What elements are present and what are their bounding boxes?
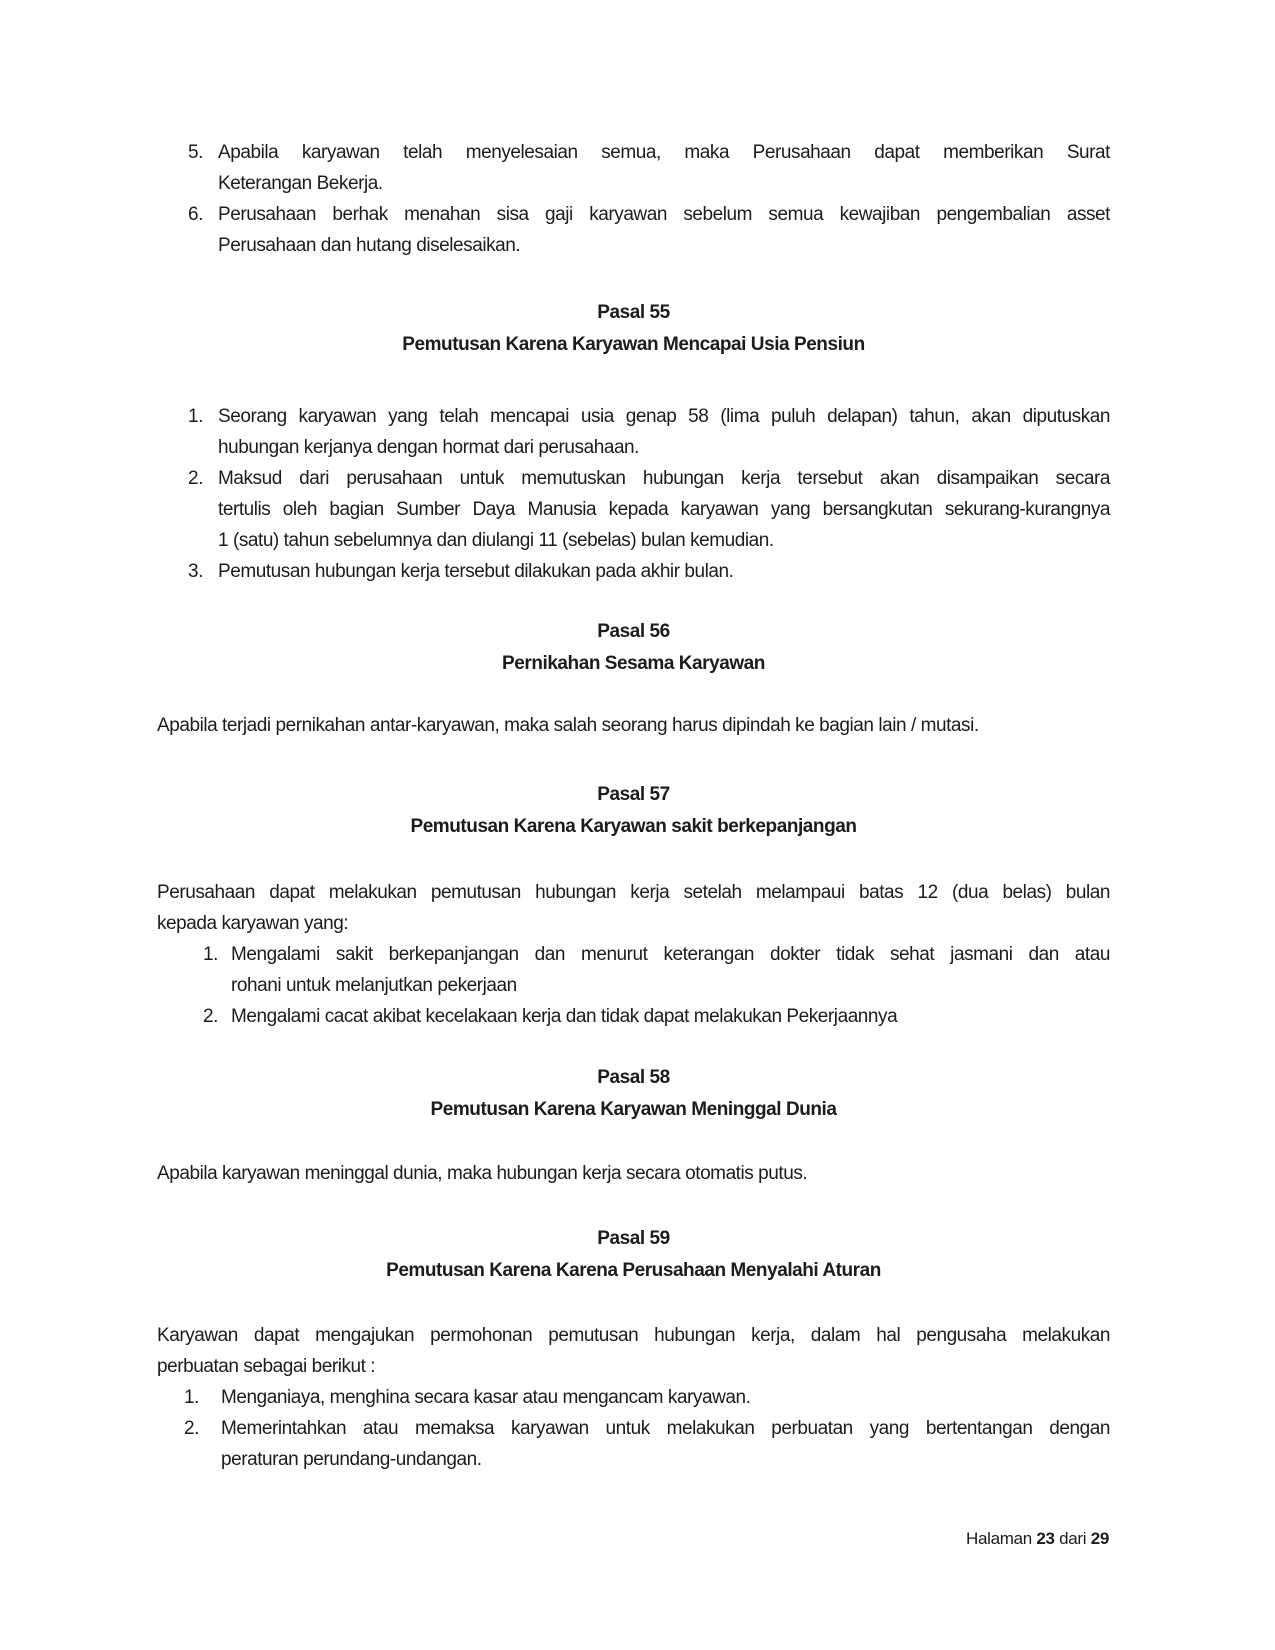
text-line: Perusahaan berhak menahan sisa gaji karyawan sebelum semua kewajiban pengembalian asset bbox=[218, 204, 1110, 225]
pasal-57-heading bbox=[157, 779, 1110, 843]
text-line: Perusahaan dapat melakukan pemutusan hubungan kerja setelah melampaui batas 12 (dua belas) bulan bbox=[157, 882, 1110, 903]
list-item-number: 2. bbox=[188, 468, 203, 489]
pasal-59-subtitle: Pemutusan Karena Karena Perusahaan Menyalahi Aturan bbox=[386, 1260, 881, 1281]
pasal-55-heading bbox=[157, 297, 1110, 361]
list-item-text bbox=[231, 1001, 1110, 1032]
list-item bbox=[157, 1382, 1110, 1413]
pasal-57-subtitle: Pemutusan Karena Karyawan sakit berkepanjangan bbox=[410, 816, 857, 837]
pasal-59-title: Pasal 59 bbox=[597, 1228, 670, 1249]
list-item bbox=[157, 1413, 1110, 1475]
text-line: Maksud dari perusahaan untuk memutuskan hubungan kerja tersebut akan disampaikan secara bbox=[218, 468, 1110, 489]
list-item-text bbox=[218, 199, 1110, 261]
list-item-text bbox=[221, 1413, 1110, 1475]
pasal-56-title: Pasal 56 bbox=[597, 621, 670, 642]
text-line: Perusahaan dan hutang diselesaikan. bbox=[218, 235, 521, 256]
text-line: Keterangan Bekerja. bbox=[218, 173, 383, 194]
footer-total-pages: 29 bbox=[1090, 1529, 1109, 1548]
list-item bbox=[157, 137, 1110, 199]
pasal-59-paragraph bbox=[157, 1320, 1110, 1382]
text-line: Apabila terjadi pernikahan antar-karyawan, maka salah seorang harus dipindah ke bagian lain / mutasi. bbox=[157, 715, 979, 736]
list-item-number: 1. bbox=[203, 944, 218, 965]
text-line: kepada karyawan yang: bbox=[157, 913, 349, 934]
pasal-55-title: Pasal 55 bbox=[597, 302, 670, 323]
text-line: Mengalami sakit berkepanjangan dan menurut keterangan dokter tidak sehat jasmani dan atau bbox=[231, 944, 1110, 965]
pasal-59-heading bbox=[157, 1223, 1110, 1287]
list-item bbox=[157, 401, 1110, 463]
list-item-number: 2. bbox=[184, 1418, 199, 1439]
text-line: 1 (satu) tahun sebelumnya dan diulangi 11 (sebelas) bulan kemudian. bbox=[218, 530, 774, 551]
list-item-text bbox=[231, 939, 1110, 1001]
list-item-number: 1. bbox=[188, 406, 203, 427]
pasal-58-title: Pasal 58 bbox=[597, 1067, 670, 1088]
text-line: hubungan kerjanya dengan hormat dari perusahaan. bbox=[218, 437, 640, 458]
list-item-text bbox=[221, 1382, 1110, 1413]
text-line: Mengalami cacat akibat kecelakaan kerja dan tidak dapat melakukan Pekerjaannya bbox=[231, 1006, 898, 1027]
text-line: Menganiaya, menghina secara kasar atau mengancam karyawan. bbox=[221, 1387, 751, 1408]
text-line: Memerintahkan atau memaksa karyawan untuk melakukan perbuatan yang bertentangan dengan bbox=[221, 1418, 1110, 1439]
list-item bbox=[157, 463, 1110, 556]
pasal-58-heading bbox=[157, 1062, 1110, 1126]
pasal-58-paragraph bbox=[157, 1158, 1110, 1189]
list-item bbox=[157, 199, 1110, 261]
pasal-57-paragraph bbox=[157, 877, 1110, 939]
list-item-text bbox=[218, 137, 1110, 199]
footer-page-number: 23 bbox=[1036, 1529, 1055, 1548]
pasal-56-heading bbox=[157, 616, 1110, 680]
pasal-55-list bbox=[157, 401, 1110, 587]
pasal-55-subtitle: Pemutusan Karena Karyawan Mencapai Usia Pensiun bbox=[402, 334, 865, 355]
footer-label: Halaman bbox=[965, 1529, 1032, 1548]
text-line: Karyawan dapat mengajukan permohonan pemutusan hubungan kerja, dalam hal pengusaha melakukan bbox=[157, 1325, 1110, 1346]
text-line: peraturan perundang-undangan. bbox=[221, 1449, 482, 1470]
pasal-57-list bbox=[157, 939, 1110, 1032]
list-item-number: 3. bbox=[188, 561, 203, 582]
list-item-number: 1. bbox=[184, 1387, 199, 1408]
text-line: Seorang karyawan yang telah mencapai usia genap 58 (lima puluh delapan) tahun, akan diputuskan bbox=[218, 406, 1110, 427]
pasal-59-list bbox=[157, 1382, 1110, 1475]
text-line: Apabila karyawan telah menyelesaian semua, maka Perusahaan dapat memberikan Surat bbox=[218, 142, 1110, 163]
list-item-text bbox=[218, 556, 1110, 587]
text-line: perbuatan sebagai berikut : bbox=[157, 1356, 376, 1377]
pasal-56-paragraph bbox=[157, 710, 1110, 741]
text-line: Pemutusan hubungan kerja tersebut dilakukan pada akhir bulan. bbox=[218, 561, 734, 582]
footer-separator: dari bbox=[1059, 1529, 1087, 1548]
list-item-text bbox=[218, 401, 1110, 463]
text-line: rohani untuk melanjutkan pekerjaan bbox=[231, 975, 517, 996]
list-item bbox=[157, 939, 1110, 1001]
page-footer bbox=[966, 1527, 1109, 1550]
list-item bbox=[157, 556, 1110, 587]
list-item bbox=[157, 1001, 1110, 1032]
list-item-text bbox=[218, 463, 1110, 556]
list-item-number: 6. bbox=[188, 204, 203, 225]
pasal-56-subtitle: Pernikahan Sesama Karyawan bbox=[502, 653, 765, 674]
text-line: Apabila karyawan meninggal dunia, maka hubungan kerja secara otomatis putus. bbox=[157, 1163, 808, 1184]
pasal-57-title: Pasal 57 bbox=[597, 784, 670, 805]
pasal-58-subtitle: Pemutusan Karena Karyawan Meninggal Dunia bbox=[430, 1099, 837, 1120]
list-item-number: 2. bbox=[203, 1006, 218, 1027]
intro-numbered-list bbox=[157, 137, 1110, 261]
text-line: tertulis oleh bagian Sumber Daya Manusia kepada karyawan yang bersangkutan sekurang-kurangnya bbox=[218, 499, 1110, 520]
list-item-number: 5. bbox=[188, 142, 203, 163]
